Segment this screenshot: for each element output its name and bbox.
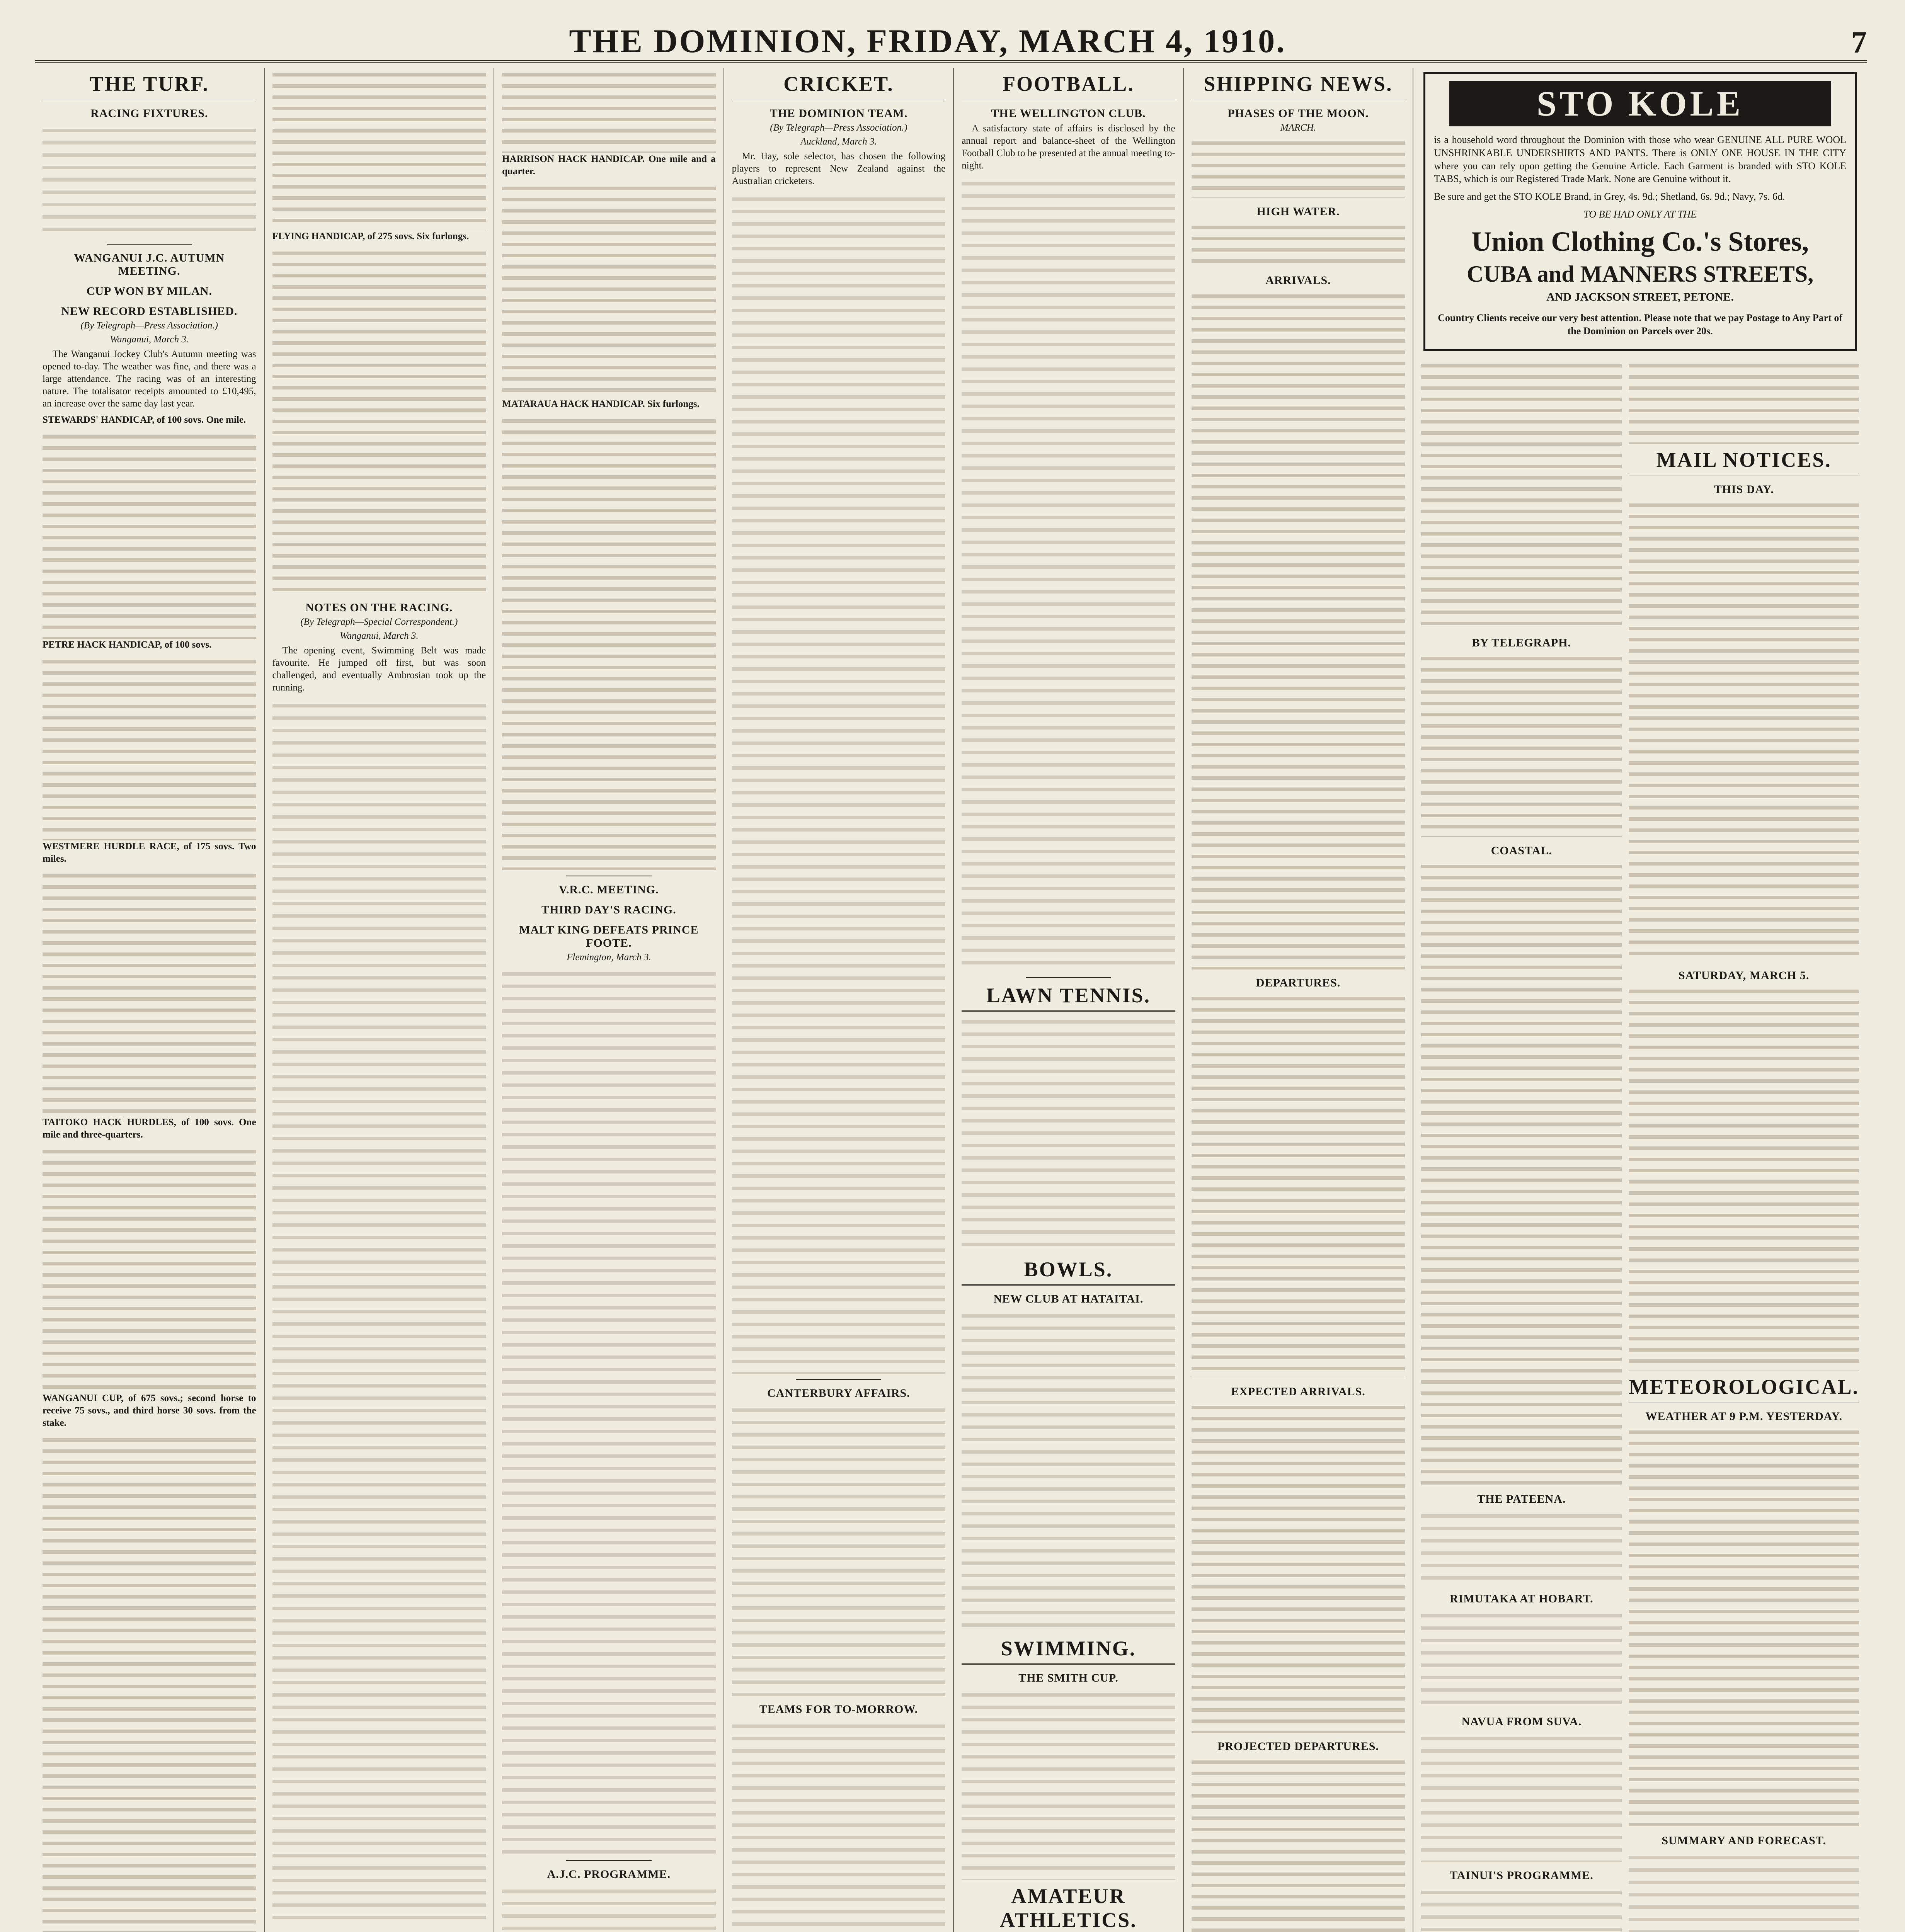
heading-saturday-march-5: SATURDAY, MARCH 5. <box>1678 969 1810 982</box>
heading-weather-yesterday: WEATHER AT 9 P.M. YESTERDAY. <box>1645 1410 1842 1423</box>
section-title-turf: THE TURF. <box>43 72 256 100</box>
vrc-text <box>502 966 716 1855</box>
heading-notes-on-racing: NOTES ON THE RACING. <box>305 601 453 614</box>
race-stewards-handicap: STEWARDS' HANDICAP, of 100 sovs. One mile. <box>43 415 246 425</box>
heading-high-water: HIGH WATER. <box>1256 205 1340 218</box>
heading-by-telegraph: BY TELEGRAPH. <box>1472 636 1571 649</box>
fixtures-text-block <box>43 122 256 238</box>
racing-text <box>272 247 486 594</box>
heading-projected-departures: PROJECTED DEPARTURES. <box>1217 1740 1379 1753</box>
heading-third-day: THIRD DAY'S RACING. <box>541 903 676 916</box>
column-turf <box>35 68 265 1932</box>
divider <box>1026 977 1111 978</box>
section-title-amateur-athletics: AMATEUR ATHLETICS. <box>962 1884 1175 1932</box>
columns <box>35 68 1867 1932</box>
ad-streets: CUBA and MANNERS STREETS, <box>1467 261 1814 287</box>
column-football <box>954 68 1184 1932</box>
heading-wellington-club: THE WELLINGTON CLUB. <box>991 107 1146 120</box>
high-water-text <box>1192 221 1405 267</box>
heading-racing-fixtures: RACING FIXTURES. <box>90 107 208 120</box>
ad-store-name: Union Clothing Co.'s Stores, <box>1471 226 1809 257</box>
weather-text <box>1629 1425 1859 1827</box>
race-results-text <box>43 1145 256 1392</box>
heading-phases-moon: PHASES OF THE MOON. <box>1227 107 1369 120</box>
race-mataraua-hack: MATARAUA HACK HANDICAP. Six furlongs. <box>502 399 700 409</box>
heading-teams-tomorrow: TEAMS FOR TO-MORROW. <box>759 1703 918 1716</box>
heading-tainui: TAINUI'S PROGRAMME. <box>1449 1869 1593 1882</box>
notes-intro: The opening event, Swimming Belt was made favourite. He jumped off first, but was soon challenged, and eventually Ambrosian took up the running. <box>272 645 486 693</box>
section-title-swimming: SWIMMING. <box>962 1636 1175 1665</box>
dateline: Wanganui, March 3. <box>339 631 419 641</box>
ad-country-clients: Country Clients receive our very best attention. Please note that we pay Postage to Any Part of the Dominion on Parcels over 20s. <box>1438 312 1843 337</box>
telegraph-text <box>1421 652 1622 837</box>
swimming-text <box>962 1687 1175 1880</box>
column-racing-results <box>494 68 724 1932</box>
heading-ajc-programme: A.J.C. PROGRAMME. <box>547 1868 671 1881</box>
heading-vrc-meeting: V.R.C. MEETING. <box>559 883 659 896</box>
heading-navua: NAVUA FROM SUVA. <box>1461 1715 1582 1728</box>
coastal-text <box>1421 860 1622 1486</box>
heading-coastal: COASTAL. <box>1491 844 1552 857</box>
masthead <box>35 14 1867 63</box>
masthead-title: THE DOMINION, FRIDAY, MARCH 4, 1910. <box>569 22 1286 60</box>
heading-this-day: THIS DAY. <box>1714 483 1774 496</box>
heading-canterbury-affairs: CANTERBURY AFFAIRS. <box>767 1387 910 1400</box>
notices-column <box>1629 359 1859 1932</box>
ad-only-at: TO BE HAD ONLY AT THE <box>1583 208 1697 220</box>
projected-departures-text <box>1192 1755 1405 1932</box>
race-taitoko-hurdles: TAITOKO HACK HURDLES, of 100 sovs. One mile and three-quarters. <box>43 1117 256 1140</box>
heading-pateena: THE PATEENA. <box>1477 1492 1566 1505</box>
column-ads-and-notices <box>1413 68 1867 1932</box>
section-title-lawn-tennis: LAWN TENNIS. <box>962 983 1175 1012</box>
heading-departures: DEPARTURES. <box>1256 976 1341 989</box>
sto-kole-advert <box>1423 72 1857 351</box>
heading-summary-forecast: SUMMARY AND FORECAST. <box>1662 1834 1827 1847</box>
racing-text <box>272 68 486 230</box>
divider <box>796 1379 881 1380</box>
race-results-text <box>43 869 256 1116</box>
divider <box>566 1860 652 1861</box>
tennis-text <box>962 1014 1175 1253</box>
dateline: Auckland, March 3. <box>800 136 877 147</box>
heading-wanganui-meeting: WANGANUI J.C. AUTUMN MEETING. <box>74 252 225 277</box>
heading-hataitai: NEW CLUB AT HATAITAI. <box>993 1293 1144 1305</box>
heading-dominion-team: THE DOMINION TEAM. <box>769 107 908 120</box>
subheading-march: MARCH. <box>1280 122 1316 133</box>
shipping-continued <box>1421 359 1622 1932</box>
bowls-text <box>962 1308 1175 1633</box>
ad-body: is a household word throughout the Dominion with those who wear GENUINE ALL PURE WOOL UNSHRINKABLE UNDERSHIRTS AND PANTS. There is ONLY ONE HOUSE IN THE CITY where you can rely upon getting the Genuine Article. Each Garment is branded with STO KOLE TABS, which is our Registered Trade Mark. None are Genuine without it. <box>1434 134 1846 185</box>
notices-text <box>1629 359 1859 444</box>
departures-text <box>1192 992 1405 1378</box>
heading-rimutaka: RIMUTAKA AT HOBART. <box>1450 1592 1593 1605</box>
race-wanganui-cup: WANGANUI CUP, of 675 sovs.; second horse to receive 75 sovs., and third horse 30 sovs. from the stake. <box>43 1393 256 1428</box>
racing-text <box>502 182 716 398</box>
mail-text <box>1629 498 1859 962</box>
ad-prices: Be sure and get the STO KOLE Brand, in Grey, 4s. 9d.; Shetland, 6s. 9d.; Navy, 7s. 6d. <box>1434 191 1785 202</box>
race-results-text <box>43 655 256 840</box>
heading-malt-king: MALT KING DEFEATS PRINCE FOOTE. <box>519 923 699 949</box>
section-title-shipping: SHIPPING NEWS. <box>1192 72 1405 100</box>
column-shipping <box>1184 68 1414 1932</box>
section-title-football: FOOTBALL. <box>962 72 1175 100</box>
race-westmere-hurdle: WESTMERE HURDLE RACE, of 175 sovs. Two miles. <box>43 841 256 864</box>
forecast-text <box>1629 1850 1859 1932</box>
race-results-text <box>43 1433 256 1932</box>
expected-arrivals-text <box>1192 1401 1405 1733</box>
article-intro: The Wanganui Jockey Club's Autumn meeting was opened to-day. The weather was fine, and there was a large attendance. The racing was of an interesting nature. The totalisator receipts amounted to £10,495, an increase over the same day last year. <box>43 349 256 409</box>
mail-text <box>1629 985 1859 1371</box>
navua-text <box>1421 1731 1622 1862</box>
heading-smith-cup: THE SMITH CUP. <box>1018 1672 1118 1684</box>
heading-expected-arrivals: EXPECTED ARRIVALS. <box>1231 1385 1365 1398</box>
rimutaka-text <box>1421 1608 1622 1708</box>
press-association-line: (By Telegraph—Press Association.) <box>80 320 218 331</box>
racing-text <box>502 68 716 153</box>
section-title-meteorological: METEOROLOGICAL. <box>1629 1375 1859 1403</box>
moon-table <box>1192 136 1405 198</box>
heading-new-record: NEW RECORD ESTABLISHED. <box>61 305 238 318</box>
divider <box>107 244 192 245</box>
race-harrison-hack: HARRISON HACK HANDICAP. One mile and a quarter. <box>502 154 716 177</box>
racing-text <box>502 414 716 870</box>
race-results-text <box>43 430 256 639</box>
ad-petone: AND JACKSON STREET, PETONE. <box>1546 290 1734 303</box>
notes-text <box>272 698 486 1927</box>
cricket-text <box>732 191 946 1374</box>
teams-text <box>732 1718 946 1932</box>
heading-cup-won: CUP WON BY MILAN. <box>86 285 212 298</box>
press-association-line: (By Telegraph—Press Association.) <box>770 122 907 133</box>
section-title-mail-notices: MAIL NOTICES. <box>1629 448 1859 476</box>
arrivals-text <box>1192 289 1405 969</box>
lower-two-columns <box>1421 359 1859 1932</box>
race-petre-hack: PETRE HACK HANDICAP, of 100 sovs. <box>43 639 212 650</box>
pateena-text <box>1421 1508 1622 1585</box>
ad-title: STO KOLE <box>1449 81 1831 126</box>
section-title-cricket: CRICKET. <box>732 72 946 100</box>
football-text <box>962 176 1175 972</box>
dateline: Wanganui, March 3. <box>110 334 189 345</box>
shipping-text <box>1421 359 1622 629</box>
column-racing-continued <box>265 68 495 1932</box>
dateline: Flemington, March 3. <box>567 952 651 963</box>
special-correspondent-line: (By Telegraph—Special Correspondent.) <box>300 617 458 627</box>
tainui-text <box>1421 1884 1622 1932</box>
heading-arrivals: ARRIVALS. <box>1265 274 1331 287</box>
section-title-bowls: BOWLS. <box>962 1257 1175 1286</box>
canterbury-text <box>732 1402 946 1696</box>
column-cricket <box>724 68 954 1932</box>
football-intro: A satisfactory state of affairs is disclosed by the annual report and balance-sheet of the Wellington Football Club to be presented at the annual meeting to-night. <box>962 123 1175 171</box>
race-flying-handicap: FLYING HANDICAP, of 275 sovs. Six furlongs. <box>272 231 469 242</box>
ajc-text <box>502 1883 716 1932</box>
cricket-intro: Mr. Hay, sole selector, has chosen the following players to represent New Zealand against the Australian cricketers. <box>732 151 946 186</box>
page-number: 7 <box>1851 26 1867 60</box>
